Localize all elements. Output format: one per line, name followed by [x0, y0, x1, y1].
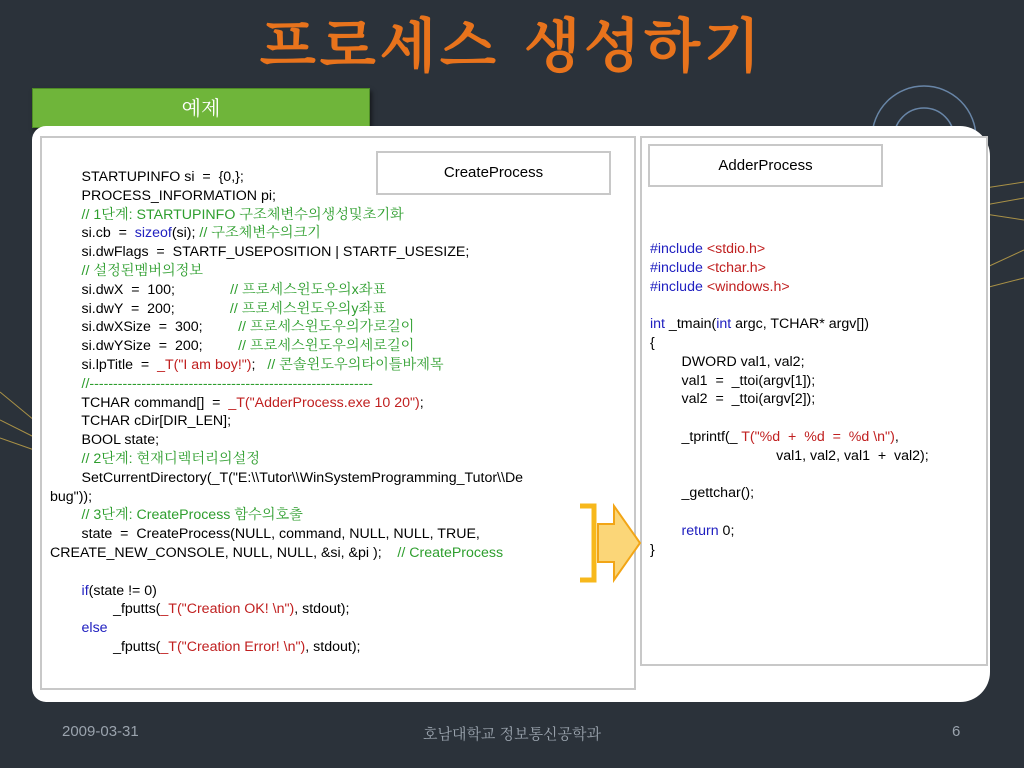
code-line: else	[81, 620, 108, 637]
code-line: }	[650, 541, 655, 558]
code-line: BOOL state;	[50, 432, 160, 449]
code-line: si.dwFlags = STARTF_USEPOSITION | STARTF_USESIZE;	[50, 244, 470, 261]
code-line: int _tmain(int argc, TCHAR* argv[])	[650, 316, 869, 333]
code-line: si.dwYSize = 200; // 프로세스윈도우의세로길이	[50, 338, 415, 355]
code-line: _tprintf(_ T("%d + %d = %d \n"),	[650, 428, 899, 445]
code-line: return 0;	[681, 522, 735, 539]
code-line: // 3단계: CreateProcess 함수의호출	[81, 507, 303, 524]
code-line	[650, 409, 980, 428]
code-line: state = CreateProcess(NULL, command, NULL, NULL, TRUE,	[50, 526, 480, 543]
code-line: // 2단계: 현재디렉터리의설정	[81, 450, 260, 467]
example-tag: 예제	[32, 88, 370, 128]
createprocess-label: CreateProcess	[376, 151, 611, 195]
footer-organization: 호남대학교 정보통신공학과	[422, 726, 602, 743]
arrow-right-icon	[576, 500, 642, 586]
code-line: if(state != 0)	[81, 582, 157, 599]
code-line: // 1단계: STARTUPINFO 구조체변수의생성및초기화	[81, 206, 404, 223]
code-line: val1, val2, val1 + val2);	[650, 447, 929, 464]
code-line: si.dwY = 200; // 프로세스윈도우의y좌표	[50, 300, 386, 317]
code-line: //------------------------------------------------------------	[81, 375, 373, 392]
code-line: SetCurrentDirectory(_T("E:\\Tutor\\WinSystemProgramming_Tutor\\De	[50, 469, 524, 486]
footer-date: 2009-03-31	[62, 723, 139, 740]
code-line	[650, 296, 980, 315]
code-line: CREATE_NEW_CONSOLE, NULL, NULL, &si, &pi ); // CreateProcess	[50, 544, 504, 561]
code-line: _fputts(_T("Creation Error! \n"), stdout);	[50, 638, 361, 655]
code-line: si.dwXSize = 300; // 프로세스윈도우의가로길이	[50, 319, 415, 336]
code-line: DWORD val1, val2;	[650, 353, 805, 370]
code-line: {	[650, 334, 655, 351]
code-line: bug"));	[50, 488, 93, 505]
page-number: 6	[952, 723, 961, 740]
code-line: _gettchar();	[650, 485, 755, 502]
code-line: TCHAR cDir[DIR_LEN];	[50, 413, 232, 430]
adderprocess-label: AdderProcess	[648, 144, 883, 187]
code-line	[650, 503, 980, 522]
code-line: #include <stdio.h>	[650, 241, 766, 257]
code-line: TCHAR command[] = _T("AdderProcess.exe 10 20");	[50, 394, 424, 411]
code-line: val2 = _ttoi(argv[2]);	[650, 391, 816, 408]
code-line: val1 = _ttoi(argv[1]);	[650, 372, 816, 389]
code-line: // 설정된멤버의정보	[81, 262, 204, 279]
code-line	[50, 563, 628, 582]
code-line: si.cb = sizeof(si); // 구조체변수의크기	[50, 225, 321, 242]
createprocess-code	[50, 168, 628, 657]
code-line: si.dwX = 100; // 프로세스윈도우의x좌표	[50, 281, 387, 298]
code-line: si.lpTitle = _T("I am boy!"); // 콘솔윈도우의타이틀바제목	[50, 356, 444, 373]
slide-title: 프로세스 생성하기	[259, 12, 765, 80]
code-line: _fputts(_T("Creation OK! \n"), stdout);	[50, 601, 350, 618]
code-line	[650, 466, 980, 485]
code-line: PROCESS_INFORMATION pi;	[50, 187, 276, 204]
code-line: STARTUPINFO si = {0,};	[50, 169, 244, 185]
code-line: #include <windows.h>	[650, 278, 790, 295]
code-line: #include <tchar.h>	[650, 259, 766, 276]
adderprocess-code	[650, 240, 980, 560]
